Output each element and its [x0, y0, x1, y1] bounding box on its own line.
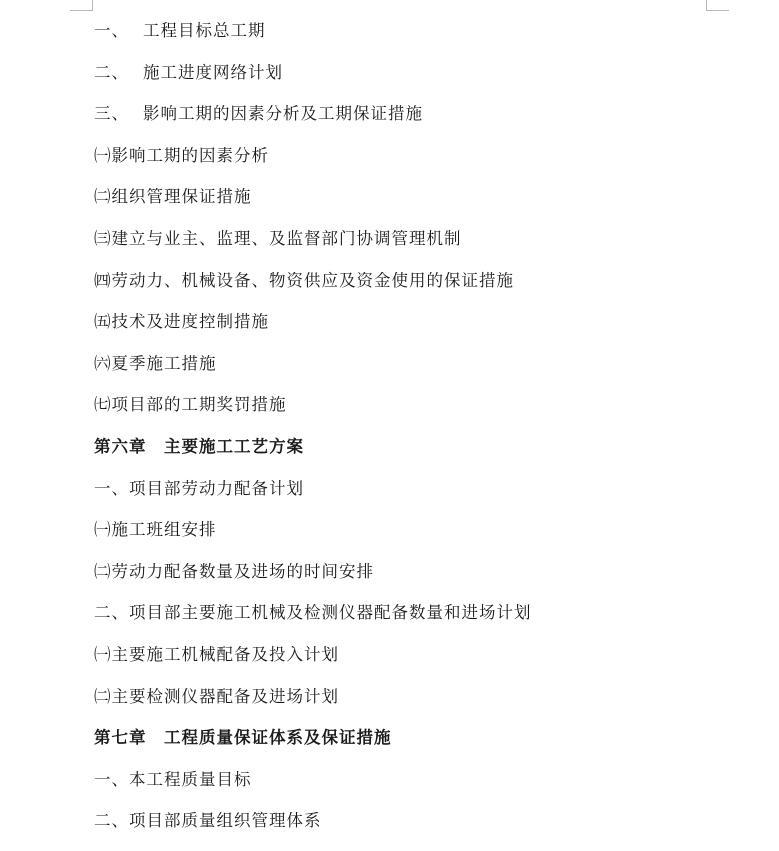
toc-line: [94, 61, 734, 103]
section-text: 施工进度网络计划: [143, 62, 283, 82]
toc-line: 一、项目部劳动力配备计划: [94, 478, 304, 498]
toc-line: ㈠施工班组安排: [94, 520, 217, 540]
toc-line: 一、本工程质量目标: [94, 769, 252, 789]
section-marker: 一、: [94, 21, 129, 40]
toc-line: ㈡组织管理保证措施: [94, 187, 252, 207]
toc-line: 二、项目部质量组织管理体系: [94, 811, 322, 831]
chapter-heading: 第六章 主要施工工艺方案: [94, 436, 304, 456]
toc-line: [94, 102, 734, 144]
section-marker: 三、: [94, 104, 129, 124]
toc-line: ㈡主要检测仪器配备及进场计划: [94, 686, 339, 706]
toc-line: ㈣劳动力、机械设备、物资供应及资金使用的保证措施: [94, 270, 514, 290]
toc-line: ㈦项目部的工期奖罚措施: [94, 395, 287, 415]
toc-line: ㈡劳动力配备数量及进场的时间安排: [94, 561, 374, 581]
section-text: 影响工期的因素分析及工期保证措施: [143, 104, 423, 124]
toc-line: ㈤技术及进度控制措施: [94, 312, 269, 332]
document-page: [94, 19, 734, 851]
chapter-heading: 第七章 工程质量保证体系及保证措施: [94, 728, 392, 748]
section-text: 工程目标总工期: [143, 21, 266, 40]
toc-line: 二、项目部主要施工机械及检测仪器配备数量和进场计划: [94, 603, 532, 623]
page-corner-mark-left: [70, 0, 93, 11]
toc-line: ㈠主要施工机械配备及投入计划: [94, 644, 339, 664]
page-corner-mark-right: [706, 0, 729, 11]
toc-line: [94, 19, 734, 61]
toc-line: ㈠影响工期的因素分析: [94, 145, 269, 165]
section-marker: 二、: [94, 62, 129, 82]
toc-line: ㈢建立与业主、监理、及监督部门协调管理机制: [94, 228, 462, 248]
toc-line: ㈥夏季施工措施: [94, 353, 217, 373]
